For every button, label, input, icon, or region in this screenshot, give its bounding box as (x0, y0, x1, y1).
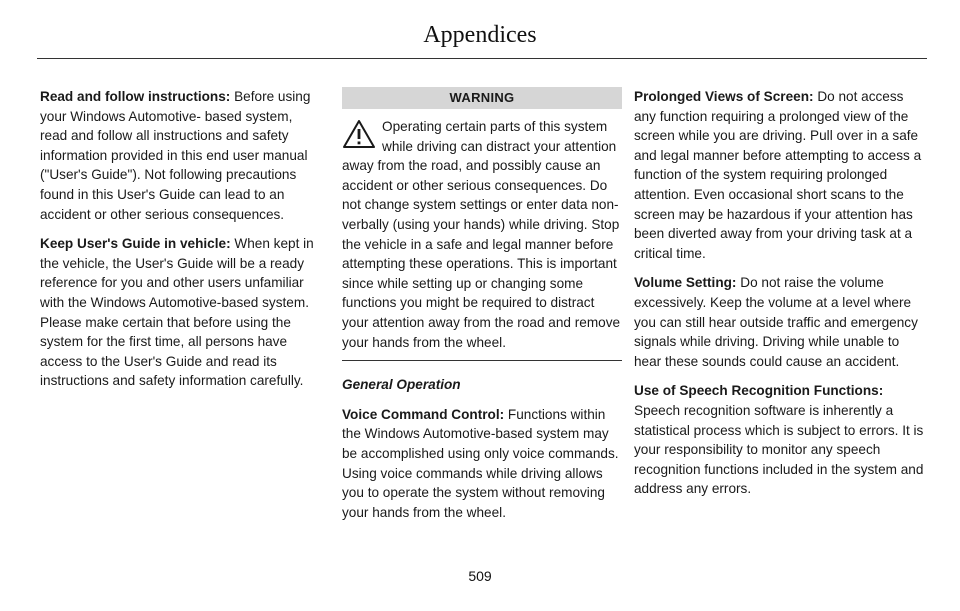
paragraph-body: Do not access any function requiring a prolonged view of the screen while you are driving. Pull over in a safe and legal manner before attempting to access a function of the system requiring prolonged attention. Even occasional short scans to the screen may be hazardous if your attention has been diverted away from your driving task at a critical time. (634, 89, 922, 261)
paragraph-heading: Voice Command Control: (342, 406, 505, 422)
warning-divider (342, 360, 622, 361)
paragraph-body: Before using your Windows Automotive- based system, read and follow all instructions and safety information provided in this end user manual ("User's Guide"). Not following precautions found in this User's Guide can lead to an accident or other serious consequences. (40, 89, 311, 222)
paragraph-heading: Prolonged Views of Screen: (634, 89, 814, 104)
warning-box (342, 117, 622, 352)
page-title: Appendices (423, 22, 537, 48)
paragraph-prolonged-views (634, 87, 926, 263)
paragraph-keep-guide (40, 234, 321, 391)
paragraph-heading: Use of Speech Recognition Functions: (634, 383, 884, 399)
paragraph-heading: Volume Setting: (634, 275, 737, 291)
paragraph-body: Speech recognition software is inherently a statistical process which is subject to errors. It is your responsibility to monitor any speech recognition functions included in the system and address any errors. (634, 402, 924, 497)
warning-triangle-icon (342, 119, 376, 149)
warning-label: WARNING (342, 87, 622, 109)
paragraph-body: When kept in the vehicle, the User's Guide will be a ready reference for you and other users unfamiliar with the Windows Automotive-based system. Please make certain that before using the system for the first time, all persons have access to the User's Guide and read its instructions and safety information carefully. (40, 236, 314, 389)
paragraph-read-instructions (40, 87, 321, 224)
paragraph-heading: Keep User's Guide in vehicle: (40, 236, 231, 252)
paragraph-voice-command (342, 405, 622, 523)
page-number: 509 (468, 568, 492, 584)
paragraph-heading: Read and follow instructions: (40, 89, 231, 104)
paragraph-body: Do not raise the volume excessively. Keep the volume at a level where you can still hear outside traffic and emergency signals while driving. Driving while unable to hear these sounds could cause an accident. (634, 275, 918, 369)
column-middle (342, 87, 622, 532)
warning-text: Operating certain parts of this system while driving can distract your attention away from the road, and possibly cause an accident or other serious consequences. Do not change system settings or enter data non-verbally (using your hands) while driving. Stop the vehicle in a safe and legal manner before attempting these operations. This is important since while setting up or changing some functions you might be required to distract your attention away from the road and remove your hands from the wheel. (342, 119, 621, 350)
paragraph-volume-setting (634, 273, 926, 371)
section-heading: General Operation (342, 377, 461, 393)
header-divider (37, 58, 927, 59)
paragraph-body: Functions within the Windows Automotive-based system may be accomplished using only voice commands. Using voice commands while driving allows you to operate the system without removing your hands from the wheel. (342, 406, 619, 520)
column-right (634, 87, 926, 509)
column-left (40, 87, 321, 401)
paragraph-speech-recognition (634, 381, 926, 499)
